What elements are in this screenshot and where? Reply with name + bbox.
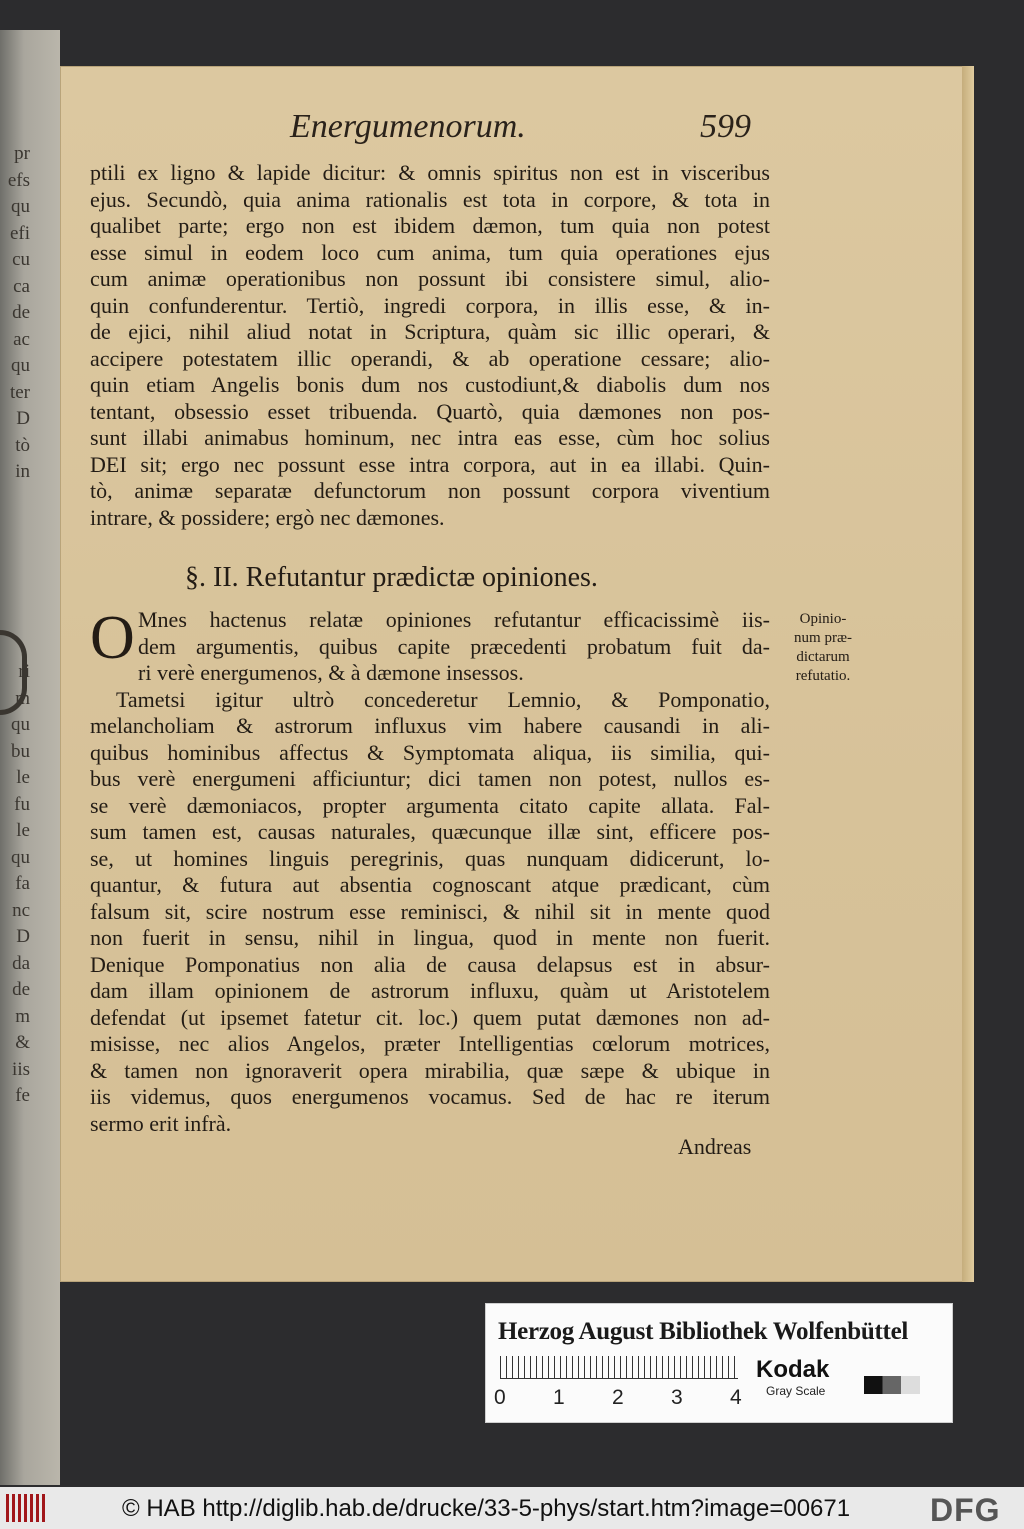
text-line: quibus hominibus affectus & Symptomata aliqua, iis similia, qui- [90, 739, 770, 765]
text-line: cum animæ operationibus non possunt ibi consistere simul, alio- [90, 266, 770, 291]
dfg-logo: DFG [930, 1492, 1001, 1528]
text-line: quantur, & futura aut absentia cognoscant atque prædicant, cùm [90, 872, 770, 897]
ruler-number: 0 [494, 1386, 506, 1409]
text-line: iis videmus, quos energumenos vocamus. Sed de hac re iterum [90, 1084, 770, 1109]
text-line: defendat (ut ipsemet fatetur cit. loc.) quem putat dæmones non ad- [90, 1004, 770, 1030]
left-page-fragment: ri [18, 661, 30, 682]
text-line: ptili ex ligno & lapide dicitur: & omnis spiritus non est in visceribus [90, 160, 770, 185]
page-number: 599 [700, 108, 751, 145]
left-page-fragment: efs [7, 169, 30, 191]
text-line: ejus. Secundò, quia anima rationalis est tota in corpore, & tota in [90, 186, 770, 212]
text-line: se verè dæmoniacos, propter argumenta citato capite allata. Fal- [90, 792, 770, 818]
page-edge-shadow [962, 66, 974, 1282]
running-header-title: Energumenorum. [290, 108, 526, 145]
text-line: qualibet parte; ergo non est ibidem dæmon, tum quia non potest [90, 213, 770, 238]
paragraph-2-lines [90, 604, 770, 687]
text-line: accipere potestatem illic operandi, & ab operatione cessare; alio- [90, 345, 770, 371]
left-page-fragment: iis [12, 1058, 30, 1080]
drop-cap-letter: O [90, 604, 135, 672]
left-page-fragment: tò [15, 434, 30, 456]
left-page-fragment: in [15, 461, 30, 482]
text-line: dem argumentis, quibus capite præcedenti probatum fuit da- [138, 633, 770, 659]
left-page-fragment: bu [11, 740, 30, 762]
library-color-target [485, 1303, 953, 1423]
left-page-edge [0, 30, 60, 1485]
text-line: falsum sit, scire nostrum esse reminisci, & nihil sit in mente quod [90, 898, 770, 924]
left-page-fragment: le [16, 820, 30, 841]
ruler-number: 3 [671, 1386, 683, 1409]
left-page-fragment: ter [9, 381, 30, 403]
left-page-fragment: ac [13, 328, 30, 350]
text-line: sum tamen est, causas naturales, quæcunque illæ sint, efficere pos- [90, 819, 770, 844]
left-page-fragment: m [15, 1005, 30, 1027]
left-page-fragment: qu [11, 846, 30, 868]
text-line: esse simul in eodem loco cum anima, tum quia operationes ejus [90, 239, 770, 265]
text-line: Denique Pomponatius non alia de causa delapsus est in absur- [90, 951, 770, 977]
text-line: misisse, nec alios Angelos, præter Intelligentias cœlorum motrices, [90, 1031, 770, 1056]
text-line: ri verè energumenos, & à dæmone insessos. [138, 660, 524, 685]
text-line: tò, animæ separatæ defunctorum non possunt corpora viventium [90, 478, 770, 503]
margin-note-line: refutatio. [795, 668, 851, 684]
left-page-fragment: de [12, 302, 30, 323]
left-page-fragment: qu [11, 196, 30, 217]
text-line: sunt illabi animabus hominum, nec intra eas esse, cùm hoc solius [90, 425, 770, 450]
ruler-number: 1 [553, 1386, 565, 1409]
text-line: DEI sit; ergo nec possunt esse intra corpora, aut in ea illabi. Quin- [90, 451, 770, 477]
left-page-fragment: D [16, 926, 30, 947]
text-line: Tametsi igitur ultrò concederetur Lemnio, & Pomponatio, [116, 686, 770, 712]
kodak-brand: Kodak [756, 1356, 830, 1383]
paragraph-1 [90, 160, 770, 531]
text-line: tentant, obsessio esset tribuenda. Quartò, quia dæmones non pos- [90, 398, 770, 424]
text-line: Mnes hactenus relatæ opiniones refutantur efficacissimè iis- [138, 607, 770, 632]
left-page-fragment: nc [12, 899, 30, 921]
paragraph-3-lines [90, 687, 770, 1138]
catchword: Andreas [678, 1134, 752, 1159]
left-page-fragment: de [12, 979, 30, 1000]
text-line: bus verè energumeni afficiuntur; dici tamen non potest, nullos es- [90, 766, 770, 791]
hab-logo-icon [6, 1494, 46, 1522]
library-name: Herzog August Bibliothek Wolfenbüttel [498, 1318, 909, 1345]
scale-ruler [500, 1356, 738, 1379]
gray-scale-patches [864, 1376, 920, 1394]
left-page-fragment: efi [9, 222, 30, 244]
text-line: se, ut homines linguis peregrinis, quas nunquam didicerunt, lo- [90, 845, 770, 871]
left-page-fragment: cu [12, 249, 30, 270]
left-page-fragment: qu [11, 714, 30, 735]
ruler-number: 4 [730, 1386, 742, 1409]
kodak-gray-scale-label: Gray Scale [766, 1384, 826, 1398]
text-line: & tamen non ignoraverit opera mirabilia, quæ sæpe & ubique in [90, 1057, 770, 1083]
section-heading: §. II. Refutantur prædictæ opiniones. [185, 562, 598, 593]
left-page-fragment: qu [11, 355, 30, 376]
text-line: sermo erit infrà. [90, 1110, 232, 1136]
margin-note-line: num præ- [794, 630, 852, 646]
left-page-fragment: fa [15, 873, 30, 894]
text-line: intrare, & possidere; ergò nec dæmones. [90, 504, 445, 530]
paragraph-2 [90, 604, 770, 1137]
left-page-fragment: ca [13, 275, 30, 297]
text-line: melancholiam & astrorum influxus vim habere causandi in ali- [90, 713, 770, 738]
margin-note-line: dictarum [796, 649, 850, 665]
text-line: quin confunderentur. Tertiò, ingredi corpora, in illis esse, & in- [90, 292, 770, 318]
left-page-fragment: fu [14, 793, 30, 815]
left-page-fragment: fe [15, 1085, 30, 1106]
left-page-fragment: D [16, 408, 30, 429]
left-page-fragment: le [16, 767, 30, 788]
left-page-fragment: da [12, 952, 30, 974]
left-page-fragment: pr [14, 143, 30, 164]
footer-copyright-link[interactable]: © HAB http://diglib.hab.de/drucke/33-5-phys/start.htm?image=00671 [122, 1495, 851, 1522]
text-line: de ejici, nihil aliud notat in Scriptura, quàm sic illic operari, & [90, 319, 770, 344]
margin-note [773, 610, 873, 686]
text-line: dam illam opinionem de astrorum influxu, quàm ut Aristotelem [90, 978, 770, 1003]
text-line: quin etiam Angelis bonis dum nos custodiunt,& diabolis dum nos [90, 372, 770, 397]
ruler-number: 2 [612, 1386, 624, 1409]
left-page-fragment: m [15, 687, 30, 709]
left-page-fragment: & [15, 1032, 30, 1053]
text-line: non fuerit in sensu, nihil in lingua, quod in mente non fuerit. [90, 925, 770, 950]
margin-note-line: Opinio- [799, 611, 847, 627]
